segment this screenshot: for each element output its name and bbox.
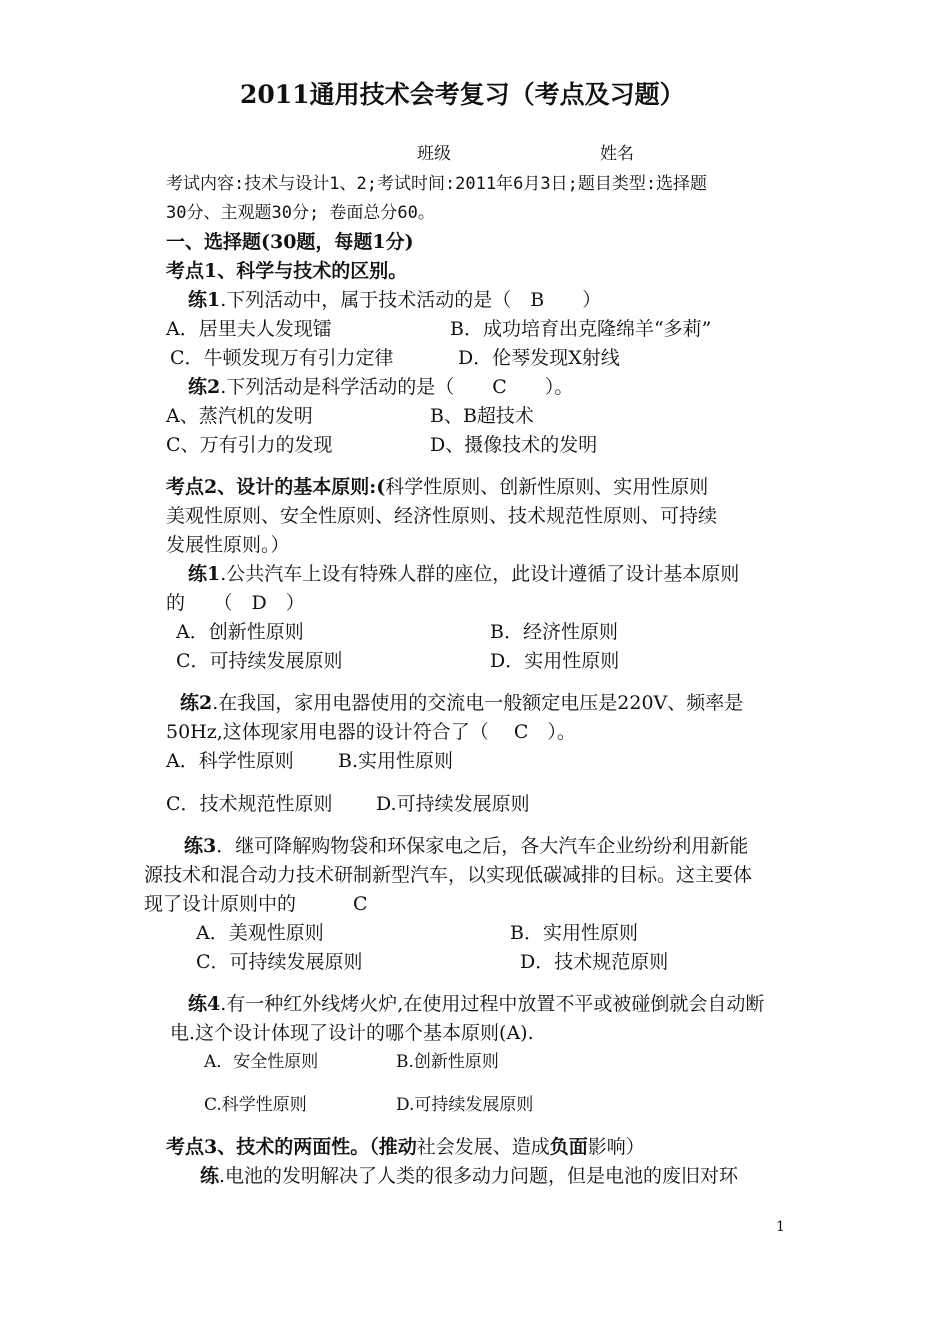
- kp3-q-label: 练: [200, 1165, 220, 1187]
- class-label: 班级: [417, 144, 451, 164]
- kp3-q-text: .电池的发明解决了人类的很多动力问题，但是电池的废旧对环: [219, 1165, 739, 1187]
- kp2-q1-text-2: 的 （ D ）: [166, 592, 305, 614]
- kp2-q1-option-a: A．创新性原则: [176, 621, 304, 643]
- kp3-q: [200, 1163, 738, 1189]
- kp2-q2: [180, 690, 743, 716]
- kp2-q4-option-c: C.科学性原则: [204, 1095, 307, 1115]
- kp2-q2-label: 练2: [180, 692, 213, 714]
- kp2-q4-text-2: 电.这个设计体现了设计的哪个基本原则(A).: [170, 1022, 534, 1044]
- kp2-q3-option-a: A．美观性原则: [196, 922, 324, 944]
- kp2-q3-text-2: 源技术和混合动力技术研制新型汽车，以实现低碳减排的目标。这主要体: [144, 864, 753, 886]
- kp2-heading: [166, 474, 708, 500]
- kp1-q2-option-a: A、蒸汽机的发明: [166, 405, 313, 427]
- kp2-heading-bold: 考点2、设计的基本原则:(: [166, 476, 386, 498]
- kp2-q2-text-2: 50Hz,这体现家用电器的设计符合了（ C ）。: [166, 721, 576, 743]
- kp2-q3-option-c: C．可持续发展原则: [196, 951, 363, 973]
- kp3-heading-b: 推动: [378, 1136, 417, 1158]
- kp2-q3-label: 练3: [184, 835, 217, 857]
- kp1-q1-option-a: A．居里夫人发现镭: [166, 318, 332, 340]
- kp2-q4-option-d: D.可持续发展原则: [396, 1095, 534, 1115]
- kp2-q3-text: ．继可降解购物袋和环保家电之后，各大汽车企业纷纷利用新能: [216, 835, 749, 857]
- kp1-heading: 考点1、科学与技术的区别。: [166, 260, 408, 282]
- kp2-q1-text: .公共汽车上设有特殊人群的座位，此设计遵循了设计基本原则: [220, 563, 740, 585]
- kp2-q4-option-a: A．安全性原则: [204, 1052, 319, 1072]
- kp2-heading-rest: 科学性原则、创新性原则、实用性原则: [385, 476, 709, 498]
- page-title: 2011通用技术会考复习（考点及习题）: [240, 80, 685, 109]
- kp2-q2-option-a: A．科学性原则: [166, 750, 294, 772]
- kp1-q1-option-b: B．成功培育出克隆绵羊“多莉”: [450, 318, 712, 340]
- kp2-heading-line-3: 发展性原则。）: [166, 534, 290, 556]
- kp2-q3-text-3: 现了设计原则中的 C: [144, 893, 368, 915]
- kp2-q4: [188, 991, 764, 1017]
- kp2-q2-text: .在我国，家用电器使用的交流电一般额定电压是220V、频率是: [212, 692, 744, 714]
- kp3-heading-e: 影响）: [587, 1136, 645, 1158]
- kp2-q3-option-d: D．技术规范原则: [520, 951, 669, 973]
- kp2-q2-option-b: B.实用性原则: [338, 750, 454, 772]
- kp3-heading: [166, 1134, 645, 1160]
- kp2-q4-option-b: B.创新性原则: [396, 1052, 499, 1072]
- kp3-heading-a: 考点3、技术的两面性。（: [166, 1136, 379, 1158]
- kp1-q1-option-d: D．伦琴发现X射线: [458, 347, 620, 369]
- kp2-q1-option-c: C．可持续发展原则: [176, 650, 343, 672]
- kp2-q2-option-d: D.可持续发展原则: [376, 793, 530, 815]
- kp3-heading-c: 社会发展、造成: [416, 1136, 550, 1158]
- page-number: 1: [776, 1219, 785, 1235]
- kp1-q1-option-c: C．牛顿发现万有引力定律: [170, 347, 394, 369]
- section-heading: 一、选择题(30题，每题1分): [166, 231, 414, 253]
- kp1-q1-text: .下列活动中，属于技术活动的是（ B ）: [220, 289, 602, 311]
- kp1-q2-option-b: B、B超技术: [430, 405, 534, 427]
- kp2-q4-label: 练4: [188, 993, 221, 1015]
- kp2-q3-option-b: B．实用性原则: [510, 922, 638, 944]
- kp1-q1: [188, 287, 601, 313]
- kp1-q2-option-c: C、万有引力的发现: [166, 434, 333, 456]
- kp2-q1-label: 练1: [188, 563, 221, 585]
- kp3-heading-d: 负面: [549, 1136, 588, 1158]
- kp2-q1: [188, 561, 739, 587]
- kp2-q2-option-c: C．技术规范性原则: [166, 793, 333, 815]
- kp1-q2-text: .下列活动是科学活动的是（ C ）。: [220, 376, 574, 398]
- kp1-q1-label: 练1: [188, 289, 221, 311]
- intro-line-1: 考试内容:技术与设计1、2;考试时间:2011年6月3日;题目类型:选择题: [166, 174, 708, 194]
- kp2-q4-text: .有一种红外线烤火炉,在使用过程中放置不平或被碰倒就会自动断: [220, 993, 765, 1015]
- kp2-q1-option-b: B．经济性原则: [490, 621, 618, 643]
- name-label: 姓名: [600, 144, 634, 164]
- kp1-q2-option-d: D、摄像技术的发明: [430, 434, 598, 456]
- intro-line-2: 30分、主观题30分; 卷面总分60。: [166, 203, 435, 223]
- kp2-q3: [184, 833, 748, 859]
- kp1-q2-label: 练2: [188, 376, 221, 398]
- kp2-heading-line-2: 美观性原则、安全性原则、经济性原则、技术规范性原则、可持续: [166, 505, 718, 527]
- kp1-q2: [188, 374, 573, 400]
- kp2-q1-option-d: D．实用性原则: [490, 650, 620, 672]
